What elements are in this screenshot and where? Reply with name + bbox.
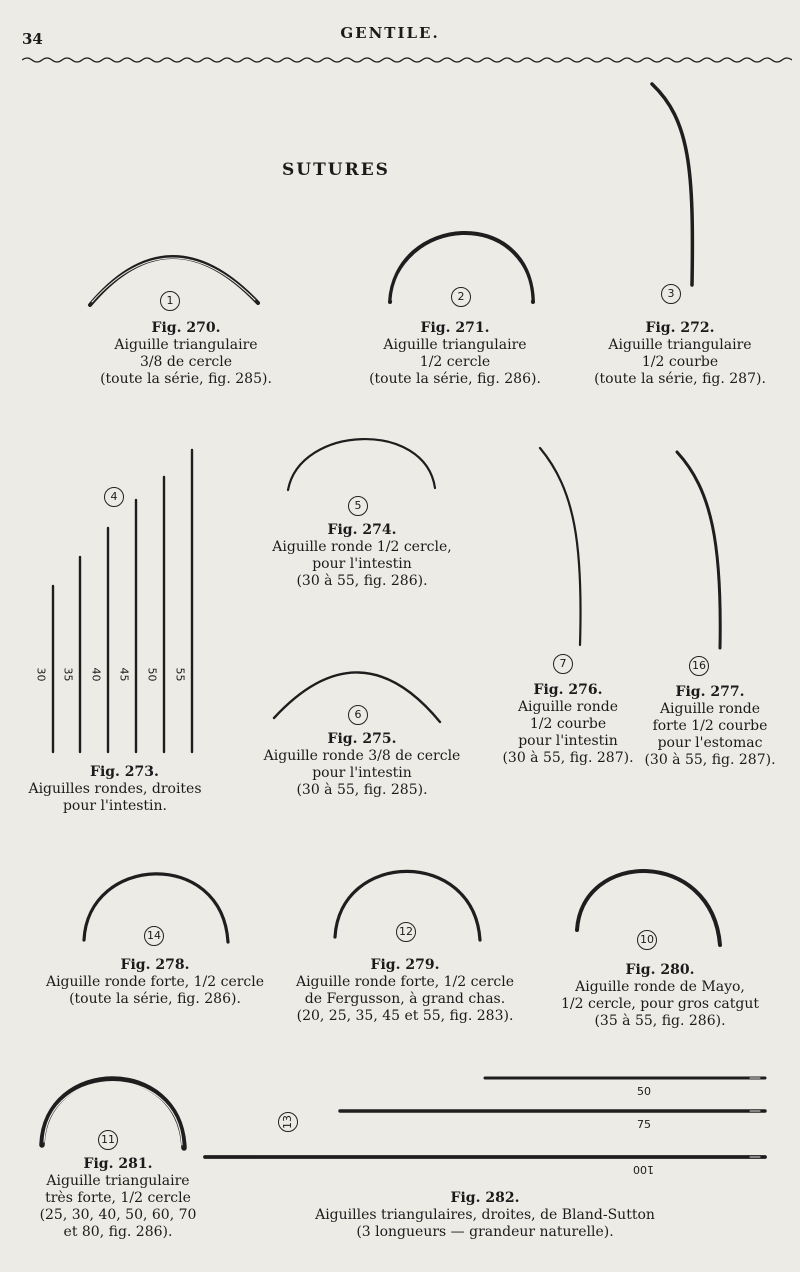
needle-fig-276-icon [540, 448, 581, 645]
needle-fig-277-icon [677, 452, 720, 648]
fig-276-line-1: Aiguille ronde [517, 699, 619, 715]
caption-fig-277 [640, 684, 780, 769]
fig-275-line-2: pour l'intestin [312, 765, 412, 781]
page-number: 34 [22, 30, 43, 48]
fig-282-line-2: (3 longueurs — grandeur naturelle). [356, 1224, 614, 1240]
fig-276-line-2: 1/2 courbe [529, 716, 607, 732]
needle-size-50: 50 [145, 667, 159, 682]
figure-marker-274: 5 [348, 496, 368, 516]
fig-280-line-3: (35 à 55, fig. 286). [594, 1013, 726, 1029]
fig-275-line-1: Aiguille ronde 3/8 de cercle [263, 748, 461, 764]
needle-size-45: 45 [117, 667, 131, 682]
figure-marker-281: 11 [98, 1130, 118, 1150]
needle-length-100: 100 [633, 1163, 654, 1176]
fig-274-line-1: Aiguille ronde 1/2 cercle, [272, 539, 452, 555]
fig-281-line-1: Aiguille triangulaire [46, 1173, 190, 1189]
caption-fig-274 [262, 522, 462, 590]
fig-273-number: Fig. 273. [90, 764, 159, 780]
fig-281-line-2: très forte, 1/2 cercle [45, 1190, 191, 1206]
caption-fig-270 [86, 320, 286, 388]
fig-279-line-1: Aiguille ronde forte, 1/2 cercle [295, 974, 515, 990]
caption-fig-279 [285, 957, 525, 1025]
needle-size-40: 40 [89, 667, 103, 682]
figure-marker-279: 12 [396, 922, 416, 942]
fig-270-number: Fig. 270. [151, 320, 221, 336]
caption-fig-271 [355, 320, 555, 388]
fig-274-number: Fig. 274. [327, 522, 397, 538]
fig-280-line-1: Aiguille ronde de Mayo, [575, 979, 745, 995]
caption-fig-278 [40, 957, 270, 1008]
figure-marker-273: 4 [104, 487, 124, 507]
needle-fig-272-icon [652, 84, 692, 285]
fig-279-line-3: (20, 25, 35, 45 et 55, fig. 283). [296, 1008, 514, 1024]
fig-274-line-2: pour l'intestin [312, 556, 412, 572]
needle-fig-274-icon [288, 439, 435, 490]
fig-280-number: Fig. 280. [625, 962, 695, 978]
fig-278-number: Fig. 278. [120, 957, 190, 973]
fig-281-line-3: (25, 30, 40, 50, 60, 70 [39, 1207, 197, 1223]
fig-279-line-2: de Fergusson, à grand chas. [304, 991, 506, 1007]
fig-271-line-2: 1/2 cercle [419, 354, 491, 370]
fig-273-line-2: pour l'intestin. [62, 798, 168, 814]
figure-marker-271: 2 [451, 287, 471, 307]
caption-fig-281 [28, 1156, 208, 1241]
fig-273-line-1: Aiguilles rondes, droites [28, 781, 202, 797]
fig-270-line-1: Aiguille triangulaire [114, 337, 258, 353]
fig-271-line-1: Aiguille triangulaire [383, 337, 527, 353]
needle-size-55: 55 [173, 667, 187, 682]
fig-275-line-3: (30 à 55, fig. 285). [296, 782, 428, 798]
fig-272-number: Fig. 272. [645, 320, 715, 336]
figure-marker-282: 13 [278, 1112, 298, 1132]
fig-271-line-3: (toute la série, fig. 286). [369, 371, 541, 387]
fig-272-line-1: Aiguille triangulaire [608, 337, 752, 353]
needle-size-30: 30 [34, 667, 48, 682]
fig-272-line-2: 1/2 courbe [641, 354, 719, 370]
section-title: SUTURES [282, 160, 390, 180]
fig-280-line-2: 1/2 cercle, pour gros catgut [561, 996, 759, 1012]
figure-marker-270: 1 [160, 291, 180, 311]
figure-marker-275: 6 [348, 705, 368, 725]
fig-279-number: Fig. 279. [370, 957, 440, 973]
caption-fig-272 [580, 320, 780, 388]
page-header-title: GENTILE. [340, 24, 440, 42]
fig-274-line-3: (30 à 55, fig. 286). [296, 573, 428, 589]
fig-282-number: Fig. 282. [450, 1190, 520, 1206]
caption-fig-273 [20, 764, 210, 815]
caption-fig-276 [498, 682, 638, 767]
fig-270-line-3: (toute la série, fig. 285). [100, 371, 272, 387]
figure-marker-280: 10 [637, 930, 657, 950]
figure-marker-278: 14 [144, 926, 164, 946]
figure-marker-277: 16 [689, 656, 709, 676]
fig-275-number: Fig. 275. [327, 731, 397, 747]
fig-277-line-1: Aiguille ronde [659, 701, 761, 717]
fig-277-line-3: pour l'estomac [657, 735, 763, 751]
fig-281-number: Fig. 281. [83, 1156, 153, 1172]
fig-276-line-3: pour l'intestin [518, 733, 618, 749]
needle-length-50: 50 [637, 1085, 651, 1098]
needle-size-35: 35 [61, 667, 75, 682]
needle-length-75: 75 [637, 1118, 651, 1131]
figure-marker-276: 7 [553, 654, 573, 674]
fig-282-line-1: Aiguilles triangulaires, droites, de Bland-Sutton [315, 1207, 655, 1223]
fig-270-line-2: 3/8 de cercle [139, 354, 233, 370]
fig-272-line-3: (toute la série, fig. 287). [594, 371, 766, 387]
fig-278-line-2: (toute la série, fig. 286). [69, 991, 241, 1007]
fig-276-line-4: (30 à 55, fig. 287). [502, 750, 634, 766]
fig-277-line-2: forte 1/2 courbe [652, 718, 768, 734]
fig-281-line-4: et 80, fig. 286). [63, 1224, 173, 1240]
caption-fig-282 [300, 1190, 670, 1241]
fig-278-line-1: Aiguille ronde forte, 1/2 cercle [45, 974, 265, 990]
caption-fig-280 [550, 962, 770, 1030]
figure-marker-272: 3 [661, 284, 681, 304]
fig-277-number: Fig. 277. [675, 684, 745, 700]
caption-fig-275 [262, 731, 462, 799]
fig-276-number: Fig. 276. [533, 682, 603, 698]
fig-277-line-4: (30 à 55, fig. 287). [644, 752, 776, 768]
fig-271-number: Fig. 271. [420, 320, 490, 336]
